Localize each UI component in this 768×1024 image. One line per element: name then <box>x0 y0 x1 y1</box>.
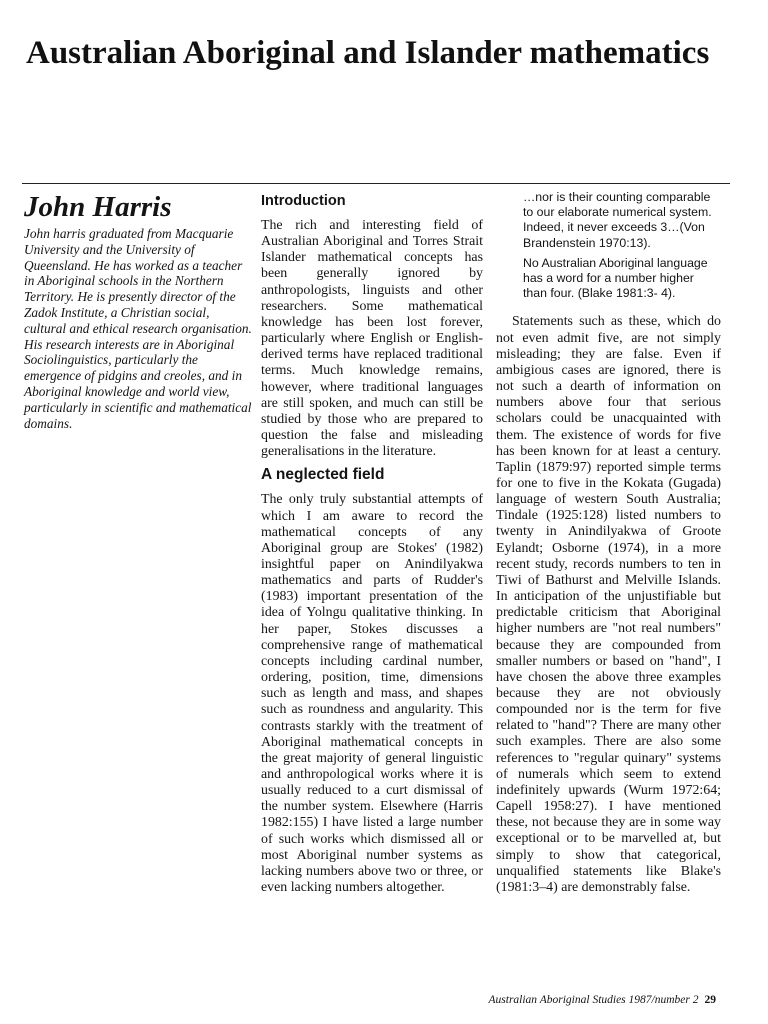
neglected-field-paragraph: The only truly substantial attempts of which I am aware to record the mathematical concepts of any Aboriginal group are Stokes' (1982) insightful paper on Anindilyakwa mathematics and parts of Rudder's (1983) important presentation of the idea of Yolngu qualitative thinking. In her paper, Stokes discusses a comprehensive range of mathematical concepts including cardinal number, ordering, position, time, dimensions such as length and mass, and shapes such as roundness and angularity. This contrasts starkly with the treatment of Aboriginal mathematical concepts in the great majority of general linguistic and anthropological works where it is usually reduced to a curt dismissal of the number system. Elsewhere (Harris 1982:155) I have listed a large number of such works which dismissed all or most Aboriginal number systems as lacking numbers above two or three, or even lacking numbers altogether. <box>261 492 483 896</box>
page-number: 29 <box>704 994 716 1006</box>
introduction-paragraph: The rich and interesting field of Australian Aboriginal and Torres Strait Islander mathematical concepts has been generally ignored by anthropologists, linguists and other researchers. Some mathematical knowledge has been lost forever, particularly where English or English- derived terms have replaced traditional terms. Much knowledge remains, however, where traditional languages are still spoken, and much can still be studied by those who are prepared to question the false and misleading generalisations in the literature. <box>261 218 483 460</box>
section-heading-neglected-field: A neglected field <box>261 466 385 484</box>
article-title: Australian Aboriginal and Islander mathematics <box>26 35 710 71</box>
block-quote: No Australian Aboriginal language has a word for a number higher than four. (Blake 1981:3- 4). <box>523 255 708 301</box>
author-bio: John harris graduated from Macquarie University and the University of Queensland. He has worked as a teacher in Aboriginal schools in the Northern Territory. He is presently director of the Zadok Institute, a Christian social, cultural and ethical research organisation. His research interests are in Aboriginal Sociolinguistics, particularly the emergence of pidgins and creoles, and in Aboriginal knowledge and world view, particularly in scientific and mathematical domains. <box>24 226 252 431</box>
middle-column <box>261 190 483 896</box>
right-column <box>496 190 721 896</box>
section-heading-introduction: Introduction <box>261 193 346 209</box>
block-quote: …nor is their counting comparable to our elaborate numerical system. Indeed, it never exceeds 3…(Von Brandenstein 1970:13). <box>523 190 712 250</box>
title-divider <box>22 183 730 184</box>
footer-journal: Australian Aboriginal Studies 1987/number 2 <box>488 994 699 1006</box>
author-name: John Harris <box>24 191 172 223</box>
page-footer <box>489 993 717 1007</box>
statements-paragraph: Statements such as these, which do not even admit five, are not simply misleading; they are false. Even if ambigious cases are ignored, there is not such a dearth of information on numbers above four that serious scholars could be unacquainted with them. The existence of words for five has been known for at least a century. Taplin (1879:97) reported simple terms for one to five in the Kokata (Gugada) language of western South Australia; Tindale (1925:128) listed numbers to twenty in Anindilyakwa of Groote Eylandt; Osborne (1974), in a more recent study, records numbers to ten in Tiwi of Bathurst and Melville Islands. In anticipation of the unjustifiable but predictable criticism that Aboriginal higher numbers are "not real numbers" because they are compounded from smaller numbers or based on "hand", I have chosen the above three examples because they are not obviously compounded nor is the term for five related to "hand"? There are many other such examples. There are also some references to "regular quinary" systems of numerals which seem to extend indefinitely upwards (Wurm 1972:64; Capell 1958:27). I have mentioned these, not because they are in some way exceptional or to be marvelled at, but simply to show that categorical, unqualified statements like Blake's (1981:3–4) are demonstrably false. <box>496 314 721 895</box>
